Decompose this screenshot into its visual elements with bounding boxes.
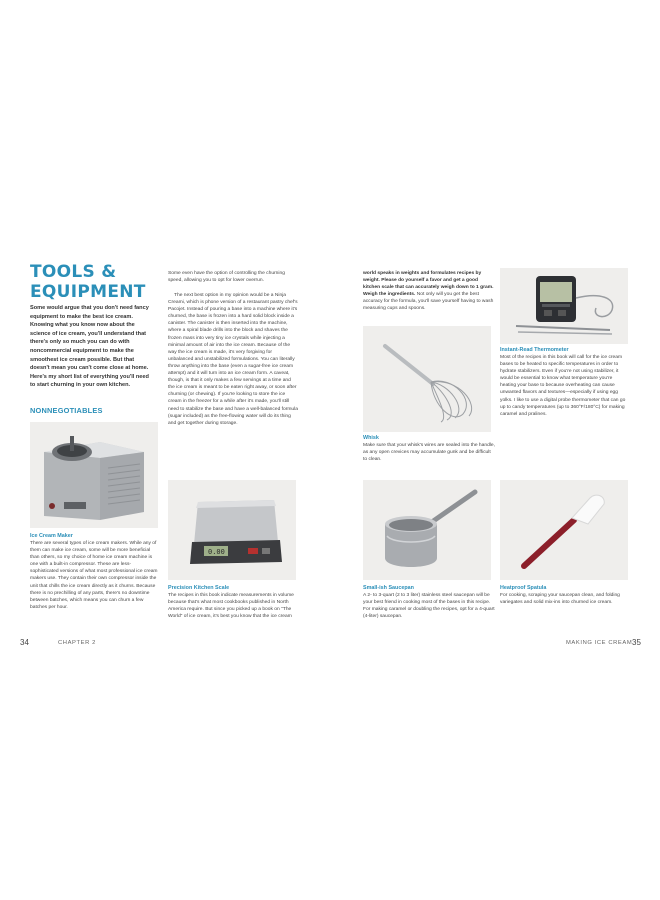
column-2-paragraph-a: Some even have the option of controlling the churning speed, allowing you to opt for lower overrun. [168,271,285,284]
whisk-illustration [363,326,491,432]
chapter-label: CHAPTER 2 [58,640,96,646]
thermometer-photo [500,268,628,344]
title-line-1: TOOLS & [30,262,117,282]
caption-text-whisk: Make sure that your whisk's wires are sealed into the handle, as any open crevices may accumulate gunk and be difficult to clean. [363,443,495,463]
kitchen-scale-illustration [168,480,296,580]
caption-title-thermometer: Instant-Read Thermometer [500,347,569,353]
spatula-illustration [500,480,628,580]
section-label-right: MAKING ICE CREAM [566,640,633,646]
caption-text-saucepan: A 2- to 3-quart (2 to 3 liter) stainless steel saucepan will be your best friend in cooking most of the bases in this recipe. For making caramel or doubling the recipes, opt for a 4-quart (4-liter) saucepan. [363,593,495,620]
column-2-paragraph-b: The next best option in my opinion would be a Ninja Creami, which is phone version of a restaurant pastry chef's Pacojet. Instead of pouring a base into a machine where it's churned, the base is frozen into a hard solid block inside a canister. The canister is then inserted into the machine, where a spiral blade drills into the block and shaves the frozen mass into very tiny ice crystals while injecting a minimal amount of air into the ice cream. Because of the way the ice cream is made, it's very forgiving for unbalanced and unstabilized formulations. You can literally throw anything into the base (even a sugar-free ice cream attempt) and it will turn into an ice cream form. A caveat, though, is that it only makes a few servings at a time and the ice cream is meant to be eaten right away, or soon after churning (or chewing). If you're looking to store the ice cream in the freezer for a while after it's made, you'll still need to stabilize the base and have a well-balanced formula (sugar included) as the free-flowing water will do its thing and get together during storage. [168,293,298,426]
caption-text-spatula: For cooking, scraping your saucepan clean, and folding variegates and solid mix-ins into churned ice cream. [500,593,620,606]
whisk-photo [363,326,491,432]
scale-display-readout: 0.00 [208,548,225,556]
page-number-right: 35 [632,638,641,647]
saucepan-photo [363,480,491,580]
caption-title-spatula: Heatproof Spatula [500,585,547,591]
right-column-1-bold: world speaks in weights and formulates recipes by weight. Please do yourself a favor and get a good kitchen scale that can accurately weigh down to 1 gram. Weigh the ingredients. [363,271,494,298]
title-line-2: EQUIPMENT [30,282,146,302]
caption-title-saucepan: Small-ish Saucepan [363,585,414,591]
caption-title-ice-cream-maker: Ice Cream Maker [30,533,73,539]
caption-text-kitchen-scale: The recipes in this book indicate measurements in volume because that's what most cookbooks published in North America require. But since you picked up a book on "The World" of ice cream, it's best you know that the ice cream [168,593,294,620]
page-number-left: 34 [20,638,29,647]
caption-title-kitchen-scale: Precision Kitchen Scale [168,585,230,591]
section-heading-nonnegotiables: NONNEGOTIABLES [30,406,103,415]
right-column-1-rest: Not only will you get the best accuracy for the formula, you'll save yourself having to wash measuring cups and spoons. [363,292,494,312]
saucepan-illustration [363,480,491,580]
intro-paragraph: Some would argue that you don't need fancy equipment to make the best ice cream. Knowing what you know now about the science of ice cream, you'll understand that there's only so much you can do with noncommercial equipment to make the smoothest ice cream possible. But that doesn't mean you can't come close at home. Here's my short list of everything you'll need to start churning in your own kitchen. [30,305,149,389]
caption-text-thermometer: Most of the recipes in this book will call for the ice cream bases to be heated to specific temperatures in order to hydrate stabilizers. Even if you're not using stabilizer, it would be essential to know what temperature you're heating your base to because overheating can cause unwanted flavors and textures—especially if using egg yolks. I like to use a digital probe thermometer that can go up to candy temperatures (up to 360°F/180°C) for making caramel and pralines. [500,355,626,417]
ice-cream-maker-photo [30,422,158,528]
spatula-photo [500,480,628,580]
caption-title-whisk: Whisk [363,435,379,441]
right-column-1-text [363,270,495,313]
caption-text-ice-cream-maker: There are several types of ice cream makers. While any of them can make ice cream, some will be more beneficial than others, so my choice of home ice cream machine is one with a built-in compressor. These are less-sophisticated versions of what most professional ice cream makers use. They contain their own compressor inside the unit that chills the ice cream directly as it churns. Because there is no prechilling of any parts, there's no downtime between batches, which means you can churn a few batches per hour. [30,541,158,610]
kitchen-scale-photo [168,480,296,580]
page-title [30,262,160,302]
ice-cream-maker-illustration [30,422,158,528]
thermometer-illustration [500,268,628,344]
